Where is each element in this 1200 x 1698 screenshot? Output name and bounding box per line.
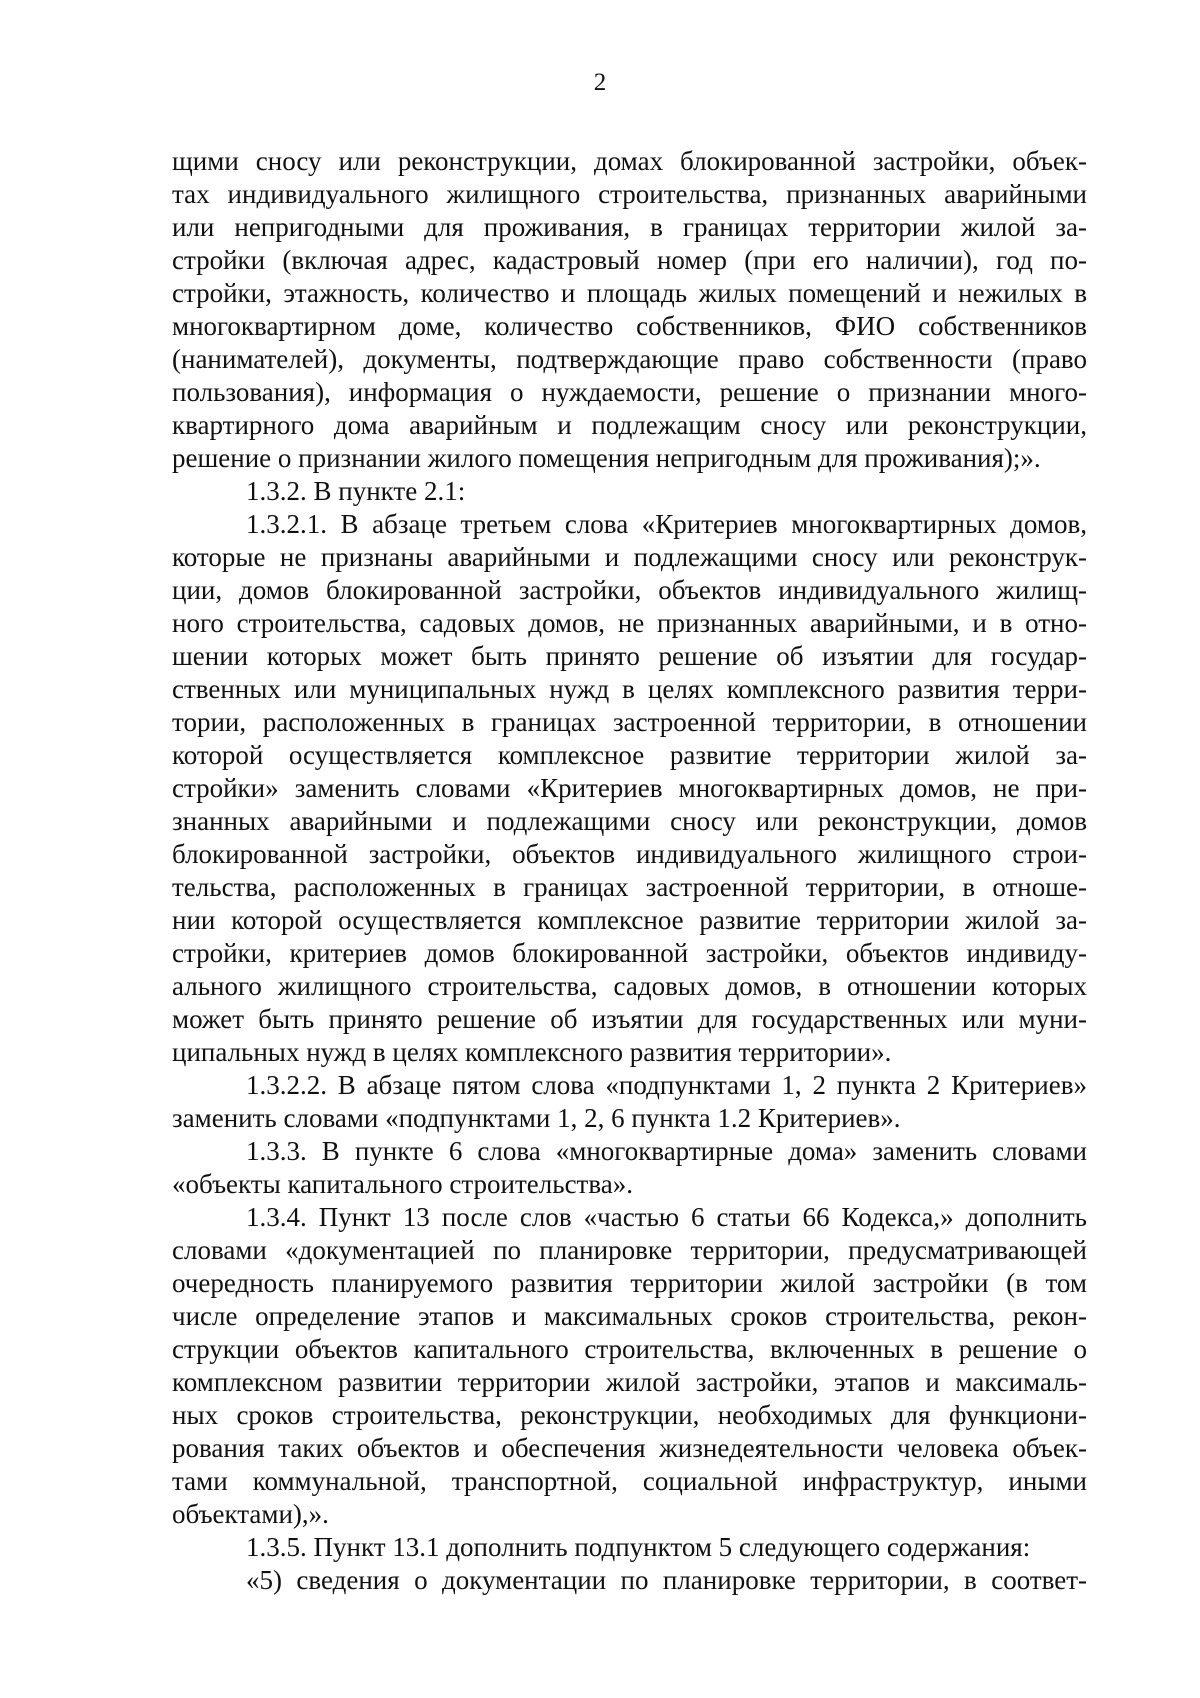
document-body <box>172 145 1087 1597</box>
text-line: многоквартирном доме, количество собственников, ФИО собственников <box>172 311 1087 341</box>
text-line: ципальных нужд в целях комплексного развития территории». <box>172 1037 892 1067</box>
text-line: которой осуществляется комплексное развитие территории жилой за- <box>172 740 1087 770</box>
text-line: «5) сведения о документации по планировке территории, в соответ- <box>246 1565 1087 1595</box>
text-line: ственных или муниципальных нужд в целях комплексного развития терри- <box>172 674 1087 704</box>
paragraph <box>172 1564 1087 1597</box>
text-line: может быть принято решение об изъятии для государственных или муни- <box>172 1004 1087 1034</box>
text-line: ных сроков строительства, реконструкции, необходимых для функциони- <box>172 1400 1087 1430</box>
text-line: шении которых может быть принято решение об изъятии для государ- <box>172 641 1087 671</box>
text-line: очередность планируемого развития территории жилой застройки (в том <box>172 1268 1087 1298</box>
text-line: словами «документацией по планировке территории, предусматривающей <box>172 1235 1087 1265</box>
paragraph <box>172 145 1087 475</box>
text-line: ального жилищного строительства, садовых домов, в отношении которых <box>172 971 1087 1001</box>
text-line: «объекты капитального строительства». <box>172 1169 633 1199</box>
text-line: тории, расположенных в границах застроенной территории, в отношении <box>172 707 1087 737</box>
text-line: числе определение этапов и максимальных сроков строительства, рекон- <box>172 1301 1087 1331</box>
text-line: стройки» заменить словами «Критериев многоквартирных домов, не при- <box>172 773 1087 803</box>
text-line: которые не признаны аварийными и подлежащими сносу или реконструк- <box>172 542 1087 572</box>
text-line: 1.3.5. Пункт 13.1 дополнить подпунктом 5 следующего содержания: <box>246 1532 1031 1562</box>
text-line: объектами),». <box>172 1499 329 1529</box>
text-line: 1.3.2. В пункте 2.1: <box>246 476 466 506</box>
text-line: заменить словами «подпунктами 1, 2, 6 пункта 1.2 Критериев». <box>172 1103 901 1133</box>
text-line: стройки, критериев домов блокированной застройки, объектов индивиду- <box>172 938 1087 968</box>
text-line: (нанимателей), документы, подтверждающие право собственности (право <box>172 344 1087 374</box>
paragraph <box>172 1069 1087 1135</box>
text-line: 1.3.2.2. В абзаце пятом слова «подпунктами 1, 2 пункта 2 Критериев» <box>246 1070 1087 1100</box>
paragraph <box>172 1531 1087 1564</box>
text-line: рования таких объектов и обеспечения жизнедеятельности человека объек- <box>172 1433 1087 1463</box>
paragraph <box>172 1201 1087 1531</box>
text-line: пользования), информация о нуждаемости, решение о признании много- <box>172 377 1087 407</box>
text-line: щими сносу или реконструкции, домах блокированной застройки, объек- <box>172 146 1087 176</box>
text-line: решение о признании жилого помещения непригодным для проживания);». <box>172 443 1041 473</box>
text-line: ции, домов блокированной застройки, объектов индивидуального жилищ- <box>172 575 1087 605</box>
text-line: струкции объектов капитального строительства, включенных в решение о <box>172 1334 1087 1364</box>
text-line: тами коммунальной, транспортной, социальной инфраструктур, иными <box>172 1466 1087 1496</box>
text-line: знанных аварийными и подлежащими сносу или реконструкции, домов <box>172 806 1087 836</box>
text-line: 1.3.3. В пункте 6 слова «многоквартирные дома» заменить словами <box>246 1136 1087 1166</box>
paragraph <box>172 1135 1087 1201</box>
text-line: или непригодными для проживания, в границах территории жилой за- <box>172 212 1087 242</box>
text-line: нии которой осуществляется комплексное развитие территории жилой за- <box>172 905 1087 935</box>
text-line: блокированной застройки, объектов индивидуального жилищного строи- <box>172 839 1087 869</box>
text-line: ного строительства, садовых домов, не признанных аварийными, и в отно- <box>172 608 1087 638</box>
text-line: стройки, этажность, количество и площадь жилых помещений и нежилых в <box>172 278 1087 308</box>
text-line: комплексном развитии территории жилой застройки, этапов и максималь- <box>172 1367 1087 1397</box>
text-line: 1.3.2.1. В абзаце третьем слова «Критериев многоквартирных домов, <box>246 509 1087 539</box>
paragraph <box>172 508 1087 1069</box>
text-line: тах индивидуального жилищного строительства, признанных аварийными <box>172 179 1087 209</box>
paragraph <box>172 475 1087 508</box>
text-line: тельства, расположенных в границах застроенной территории, в отноше- <box>172 872 1087 902</box>
text-line: стройки (включая адрес, кадастровый номер (при его наличии), год по- <box>172 245 1087 275</box>
page-number: 2 <box>593 69 607 96</box>
text-line: квартирного дома аварийным и подлежащим сносу или реконструкции, <box>172 410 1087 440</box>
text-line: 1.3.4. Пункт 13 после слов «частью 6 статьи 66 Кодекса,» дополнить <box>246 1202 1087 1232</box>
